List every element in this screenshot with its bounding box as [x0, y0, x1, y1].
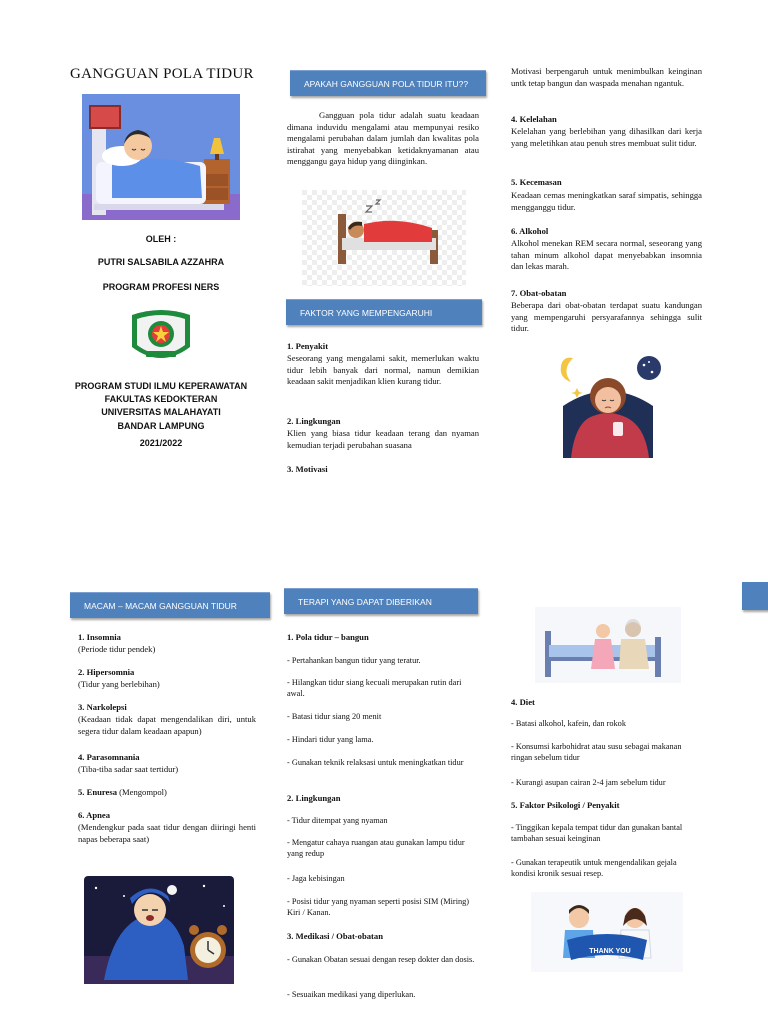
- terapi-4-item-2: - Konsumsi karbohidrat atau susu sebagai makanan ringan sebelum tidur: [511, 742, 682, 763]
- faktor-3-title: 3. Motivasi: [287, 464, 328, 474]
- faktor-5-title: 5. Kecemasan: [511, 177, 562, 187]
- terapi-1-title: 1. Pola tidur – bangun: [287, 632, 369, 642]
- ribbon-faktor: FAKTOR YANG MEMPENGARUHI: [286, 299, 482, 325]
- faktor-7-title: 7. Obat-obatan: [511, 288, 567, 298]
- ribbon-apakah: APAKAH GANGGUAN POLA TIDUR ITU??: [290, 70, 486, 96]
- macam-3-title: 3. Narkolepsi: [78, 702, 127, 712]
- terapi-1-item-5: - Gunakan teknik relaksasi untuk meningkatkan tidur: [287, 758, 464, 767]
- woman-insomnia-illustration: [553, 350, 663, 460]
- cover-year: 2021/2022: [139, 438, 183, 448]
- terapi-1-item-4: - Hindari tidur yang lama.: [287, 735, 374, 744]
- macam-2-text: (Tidur yang berlebihan): [78, 679, 160, 689]
- faktor-6-title: 6. Alkohol: [511, 226, 549, 236]
- macam-1-title: 1. Insomnia: [78, 632, 121, 642]
- macam-4-text: (Tiba-tiba sadar saat tertidur): [78, 764, 179, 774]
- faktor-7-text: Beberapa dari obat-obatan terdapat suatu kandungan yang mempengaruhi persyarafannya sehingga sulit tidur.: [511, 300, 702, 334]
- terapi-5-item-2: - Gunakan terapeutik untuk mengendalikan gejala kondisi kronik sesuai resep.: [511, 858, 677, 879]
- terapi-2-item-4: - Posisi tidur yang nyaman seperti posisi SIM (Miring) Kiri / Kanan.: [287, 897, 470, 918]
- faktor-2-title: 2. Lingkungan: [287, 416, 341, 426]
- cover-institution-2: FAKULTAS KEDOKTERAN: [104, 394, 218, 404]
- faktor-5-text: Keadaan cemas meningkatkan saraf simpatis, sehingga mengganggu tidur.: [511, 190, 702, 212]
- ribbon-macam: MACAM – MACAM GANGGUAN TIDUR: [70, 592, 270, 618]
- faktor-4-text: Kelelahan yang berlebihan yang dihasilkan dari kerja yang meletihkan atau penuh stres membuat sulit tidur.: [511, 126, 702, 148]
- macam-5-text: (Mengompol): [117, 787, 167, 797]
- terapi-4-item-1: - Batasi alkohol, kafein, dan rokok: [511, 719, 626, 728]
- terapi-3-item-2: - Sesuaikan medikasi yang diperlukan.: [287, 990, 416, 999]
- macam-5-title: 5. Enuresa: [78, 787, 117, 797]
- macam-6-text: (Mendengkur pada saat tidur dengan diiringi henti napas beberapa saat): [78, 822, 256, 844]
- cover-institution-1: PROGRAM STUDI ILMU KEPERAWATAN: [74, 381, 248, 391]
- person-in-bed-illustration: [302, 190, 466, 286]
- faktor-2-text: Klien yang biasa tidur keadaan terang dan nyaman kemudian terjadi perubahan suasana: [287, 428, 479, 450]
- macam-5-line: [78, 787, 167, 799]
- terapi-2-item-1: - Tidur ditempat yang nyaman: [287, 816, 388, 825]
- cover-title: GANGGUAN POLA TIDUR: [70, 66, 254, 82]
- terapi-5-item-1: - Tinggikan kepala tempat tidur dan gunakan bantal tambahan sesuai keinginan: [511, 823, 683, 844]
- man-with-alarm-clock-illustration: [84, 876, 234, 984]
- cover-institution-3: UNIVERSITAS MALAHAYATI: [101, 407, 221, 417]
- faktor-1-text: Seseorang yang mengalami sakit, memerlukan waktu tidur lebih banyak dari normal, namun demikian keadaan sakit menjadikan klien kurang tidur.: [287, 353, 479, 387]
- terapi-4-item-3: - Kurangi asupan cairan 2-4 jam sebelum tidur: [511, 778, 666, 787]
- macam-3-text: (Keadaan tidak dapat mengendalikan diri, untuk segera tidur dalam keadaan apapun): [78, 714, 256, 736]
- terapi-1-item-2: - Hilangkan tidur siang kecuali merupakan rutin dari awal.: [287, 678, 462, 699]
- faktor-6-text: Alkohol menekan REM secara normal, seseorang yang tahan minum alkohol dapat menyebabkan insomnia dan lekas marah.: [511, 238, 702, 272]
- terapi-2-item-3: - Jaga kebisingan: [287, 874, 345, 883]
- macam-4-title: 4. Parasomnania: [78, 752, 140, 762]
- ribbon-terapi: TERAPI YANG DAPAT DIBERIKAN: [284, 588, 478, 614]
- terapi-2-title: 2. Lingkungan: [287, 793, 341, 803]
- cover-institution-4: BANDAR LAMPUNG: [117, 421, 205, 431]
- faktor-4-title: 4. Kelelahan: [511, 114, 557, 124]
- faktor-1-title: 1. Penyakit: [287, 341, 329, 351]
- cover-program: PROGRAM PROFESI NERS: [102, 282, 220, 292]
- terapi-4-title: 4. Diet: [511, 697, 535, 707]
- faktor-3-text: Motivasi berpengaruh untuk menimbulkan keinginan untk tetap bangun dan waspada menahan ngantuk.: [511, 66, 702, 88]
- terapi-1-item-1: - Pertahankan bangun tidur yang teratur.: [287, 656, 421, 665]
- nurse-helping-patient-illustration: [535, 607, 681, 683]
- cover-oleh: OLEH :: [145, 234, 177, 244]
- thank-you-label: THANK YOU: [589, 948, 631, 955]
- terapi-3-item-1: - Gunakan Obatan sesuai dengan resep dokter dan dosis.: [287, 955, 475, 964]
- macam-1-text: (Periode tidur pendek): [78, 644, 156, 654]
- cover-author: PUTRI SALSABILA AZZAHRA: [97, 257, 225, 267]
- boy-sleeping-illustration: [82, 94, 240, 220]
- terapi-5-title: 5. Faktor Psikologi / Penyakit: [511, 800, 620, 810]
- university-logo: [128, 307, 194, 367]
- thank-you-illustration: [531, 892, 683, 972]
- terapi-2-item-2: - Mengatur cahaya ruangan atau gunakan lampu tidur yang redup: [287, 838, 465, 859]
- macam-2-title: 2. Hipersomnia: [78, 667, 135, 677]
- terapi-1-item-3: - Batasi tidur siang 20 menit: [287, 712, 382, 721]
- terapi-3-title: 3. Medikasi / Obat-obatan: [287, 931, 383, 941]
- definition-paragraph: Gangguan pola tidur adalah suatu keadaan dimana induvidu mengalami atau mempunyai resiko mengalami perubahan dalam jumlah dan kwalitas pola istirahat yang menyebabkan ketidaknyamanan atau menggangu gaya hidup yang diinginkan.: [287, 110, 479, 167]
- macam-6-title: 6. Apnea: [78, 810, 110, 820]
- next-page-ribbon-edge: [742, 582, 768, 610]
